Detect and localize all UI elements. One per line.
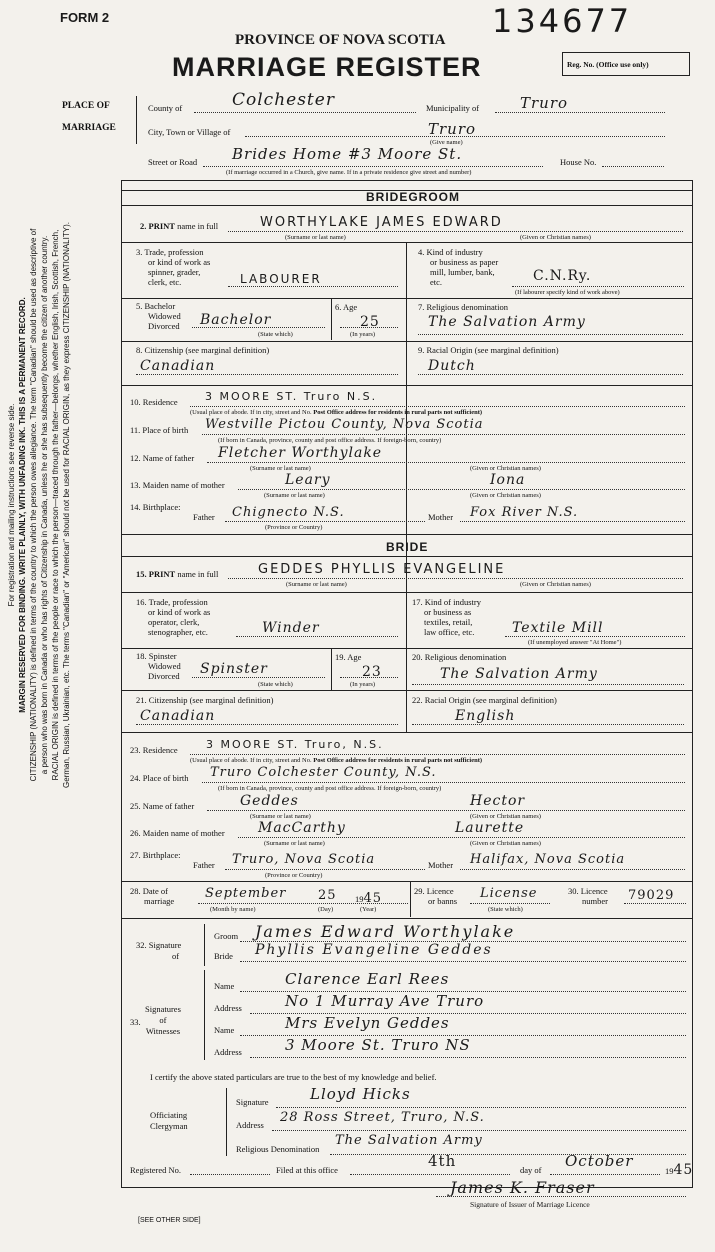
groom-residence-caption: (Usual place of abode. If in city, street and No. Post Office address for residents in rural parts not sufficient) xyxy=(190,409,483,416)
clergy-signature-label: Signature xyxy=(236,1097,269,1107)
bride-name-label: 15. PRINT name in full xyxy=(136,569,219,579)
filed-year: 1945 xyxy=(665,1162,694,1178)
bride-father-birth-label: Father xyxy=(193,860,215,870)
witness1-name: Clarence Earl Rees xyxy=(285,970,450,988)
marriage-label: MARRIAGE xyxy=(62,123,116,133)
groom-mother-surname-caption: (Surname or last name) xyxy=(264,492,325,499)
bride-mother-birth-value: Halifax, Nova Scotia xyxy=(470,852,626,867)
groom-given-caption: (Given or Christian names) xyxy=(520,234,591,241)
witness-number-label: 33. xyxy=(130,1017,141,1027)
county-label: County of xyxy=(148,103,183,113)
groom-father-birth-label: Father xyxy=(193,512,215,522)
bride-name-value: GEDDES PHYLLIS EVANGELINE xyxy=(258,562,506,577)
groom-trade-label: 3. Trade, profession or kind of work as spinner, grader, clerk, etc. xyxy=(136,247,211,287)
clergy-address-label: Address xyxy=(236,1120,264,1130)
province-heading: PROVINCE OF NOVA SCOTIA xyxy=(235,32,446,48)
place-of-label: PLACE OF xyxy=(62,101,110,111)
clergy-label: Officiating Clergyman xyxy=(150,1110,188,1131)
clergy-address: 28 Ross Street, Truro, N.S. xyxy=(280,1110,485,1125)
bride-mother-given-caption: (Given or Christian names) xyxy=(470,840,541,847)
bride-racial-value: English xyxy=(455,708,516,724)
groom-father-value: Fletcher Worthylake xyxy=(218,445,383,461)
bride-mother-label: 26. Maiden name of mother xyxy=(130,828,225,838)
bride-status-label: 18. Spinster Widowed Divorced xyxy=(136,651,181,681)
certification-text: I certify the above stated particulars are true to the best of my knowledge and belief. xyxy=(150,1072,437,1082)
groom-birthplace-label: 11. Place of birth xyxy=(130,425,189,435)
groom-residence-value: 3 MOORE ST. Truro N.S. xyxy=(205,390,378,403)
bride-surname-caption: (Surname or last name) xyxy=(286,581,347,588)
groom-province-caption: (Province or Country) xyxy=(265,524,323,531)
bride-province-caption: (Province or Country) xyxy=(265,872,323,879)
groom-mother-birth-label: Mother xyxy=(428,512,454,522)
witness2-address-label: Address xyxy=(214,1047,242,1057)
groom-father-birth-value: Chignecto N.S. xyxy=(232,505,345,520)
marriage-year-caption: (Year) xyxy=(360,906,377,913)
licence-type-caption: (State which) xyxy=(488,906,523,913)
signature-label: 32. Signature of xyxy=(136,940,182,961)
groom-industry-value: C.N.Ry. xyxy=(533,268,592,284)
groom-age-caption: (In years) xyxy=(350,331,376,338)
filed-day: 4th xyxy=(428,1152,457,1170)
bride-birthplace-label: 24. Place of birth xyxy=(130,773,189,783)
groom-racial-value: Dutch xyxy=(428,358,476,374)
street-value: Brides Home #3 Moore St. xyxy=(232,145,463,163)
groom-father-given-caption: (Given or Christian names) xyxy=(470,465,541,472)
filed-month: October xyxy=(565,1152,634,1170)
groom-status-value: Bachelor xyxy=(200,312,272,328)
margin-line-1: For registration and mailing instructions see reverse side. xyxy=(7,403,16,607)
bride-citizenship-label: 21. Citizenship (see marginal definition) xyxy=(136,695,274,705)
groom-mother-given-caption: (Given or Christian names) xyxy=(470,492,541,499)
witness2-name: Mrs Evelyn Geddes xyxy=(285,1014,450,1032)
groom-age-label: 6. Age xyxy=(335,302,358,312)
margin-instructions xyxy=(6,10,72,1000)
groom-birthplace-caption: (If born in Canada, province, county and post office address. If foreign-born, country) xyxy=(218,437,442,444)
groom-mother-surname: Leary xyxy=(285,472,331,488)
bride-signature-label: Bride xyxy=(214,951,233,961)
bride-trade-label: 16. Trade, profession or kind of work as operator, clerk, stenographer, etc. xyxy=(136,597,211,637)
bridegroom-heading: BRIDEGROOM xyxy=(366,190,460,204)
groom-religion-label: 7. Religious denomination xyxy=(418,302,508,312)
bride-religion-label: 20. Religious denomination xyxy=(412,652,507,662)
bride-residence-value: 3 MOORE ST. Truro, N.S. xyxy=(206,738,384,751)
groom-surname-caption: (Surname or last name) xyxy=(285,234,346,241)
groom-mother-label: 13. Maiden name of mother xyxy=(130,480,225,490)
witness-label: Signatures of Witnesses xyxy=(145,1004,181,1036)
bride-birthplace-value: Truro Colchester County, N.S. xyxy=(210,765,437,780)
bride-racial-label: 22. Racial Origin (see marginal definition) xyxy=(412,695,557,705)
groom-citizenship-label: 8. Citizenship (see marginal definition) xyxy=(136,345,270,355)
groom-citizenship-value: Canadian xyxy=(140,358,216,374)
bride-father-surname: Geddes xyxy=(240,793,299,809)
see-other-side: [SEE OTHER SIDE] xyxy=(138,1217,201,1224)
city-label: City, Town or Village of xyxy=(148,127,231,137)
bride-mother-given: Laurette xyxy=(455,820,525,836)
groom-religion-value: The Salvation Army xyxy=(428,314,586,330)
bride-age-caption: (In years) xyxy=(350,681,376,688)
issuer-signature: James K. Fraser xyxy=(450,1178,595,1197)
marriage-day-caption: (Day) xyxy=(318,906,334,913)
reg-no-box-label: Reg. No. (Office use only) xyxy=(567,60,649,69)
groom-father-label: 12. Name of father xyxy=(130,453,195,463)
groom-racial-label: 9. Racial Origin (see marginal definition) xyxy=(418,345,559,355)
marriage-year: 1945 xyxy=(355,891,383,906)
marriage-month: September xyxy=(205,886,287,901)
licence-type-label: 29. Licence or banns xyxy=(414,886,458,906)
groom-signature-label: Groom xyxy=(214,931,239,941)
witness2-address: 3 Moore St. Truro NS xyxy=(285,1036,471,1054)
groom-father-surname-caption: (Surname or last name) xyxy=(250,465,311,472)
groom-trade-value: LABOURER xyxy=(240,272,322,286)
marriage-date-label: 28. Date of marriage xyxy=(130,886,175,906)
margin-line-5: RACIAL ORIGIN is defined in terms of the people or race to which the person—traced through the father—belongs, whether English, Irish, Scottish, French, xyxy=(51,229,60,781)
groom-name-label: 2. PRINT name in full xyxy=(140,221,219,231)
bride-age-value: 23 xyxy=(362,664,382,680)
issuer-caption: Signature of Issuer of Marriage Licence xyxy=(470,1200,590,1209)
bride-given-caption: (Given or Christian names) xyxy=(520,581,591,588)
licence-type-value: License xyxy=(480,886,538,901)
bride-mother-surname: MacCarthy xyxy=(258,820,346,836)
marriage-day: 25 xyxy=(318,888,337,903)
groom-mother-birth-value: Fox River N.S. xyxy=(470,505,579,520)
reg-no-box xyxy=(562,52,690,76)
witness2-name-label: Name xyxy=(214,1025,235,1035)
bride-parents-birthplace-label: 27. Birthplace: xyxy=(130,850,181,860)
margin-line-3: CITIZENSHIP (NATIONALITY) is defined in terms of the country to which the person owes allegiance. The term "Canadian" should be used as descriptive of xyxy=(29,228,38,782)
bride-heading: BRIDE xyxy=(386,540,429,554)
clergy-religion-label: Religious Denomination xyxy=(236,1144,320,1154)
bride-religion-value: The Salvation Army xyxy=(440,666,598,682)
bride-mother-surname-caption: (Surname or last name) xyxy=(264,840,325,847)
groom-industry-label: 4. Kind of industry or business as paper mill, lumber, bank, etc. xyxy=(418,247,499,287)
licence-number-label: 30. Licence number xyxy=(568,886,608,906)
municipality-value: Truro xyxy=(520,94,569,112)
bride-signature: Phyllis Evangeline Geddes xyxy=(255,942,493,958)
clergy-religion: The Salvation Army xyxy=(335,1133,483,1148)
municipality-label: Municipality of xyxy=(426,103,480,113)
bride-birthplace-caption: (If born in Canada, province, county and post office address. If foreign-born, country) xyxy=(218,785,442,792)
groom-mother-given: Iona xyxy=(490,472,526,488)
bride-father-given: Hector xyxy=(470,793,526,809)
groom-age-value: 25 xyxy=(360,314,380,330)
bride-industry-value: Textile Mill xyxy=(512,620,604,636)
bride-residence-label: 23. Residence xyxy=(130,745,178,755)
groom-industry-caption: (If labourer specify kind of work above) xyxy=(515,289,620,296)
registration-number: 134677 xyxy=(492,2,633,40)
bride-father-surname-caption: (Surname or last name) xyxy=(250,813,311,820)
house-no-label: House No. xyxy=(560,157,597,167)
groom-residence-label: 10. Residence xyxy=(130,397,178,407)
licence-number-value: 79029 xyxy=(628,888,675,903)
bride-industry-caption: (If unemployed answer "At Home") xyxy=(528,639,622,646)
bride-father-birth-value: Truro, Nova Scotia xyxy=(232,852,376,867)
groom-status-label: 5. Bachelor Widowed Divorced xyxy=(136,301,181,331)
filed-label: Filed at this office xyxy=(276,1165,338,1175)
give-name-caption: (Give name) xyxy=(430,139,463,146)
margin-line-6: German, Russian, Ukrainian, etc. The terms "Canadian" or "American" should not be used for RACIAL ORIGIN, as they express CITIZENSHIP (NATIONALITY). xyxy=(62,222,71,788)
street-label: Street or Road xyxy=(148,157,198,167)
witness1-address-label: Address xyxy=(214,1003,242,1013)
day-of-label: day of xyxy=(520,1165,542,1175)
bride-industry-label: 17. Kind of industry or business as textiles, retail, law office, etc. xyxy=(412,597,481,637)
groom-signature: James Edward Worthylake xyxy=(255,922,516,941)
groom-status-caption: (State which) xyxy=(258,331,293,338)
margin-line-4: a person who was born in Canada or who has rights of Citizenship in Canada, unless he or she has subsequently become the citizen of another country. xyxy=(40,235,49,775)
groom-parents-birthplace-label: 14. Birthplace: xyxy=(130,502,181,512)
bride-trade-value: Winder xyxy=(262,620,320,636)
place-note: (If marriage occurred in a Church, give name. If in a private residence give street and number) xyxy=(226,169,472,176)
form-label: FORM 2 xyxy=(60,10,110,25)
bride-status-caption: (State which) xyxy=(258,681,293,688)
bride-citizenship-value: Canadian xyxy=(140,708,216,724)
bride-father-label: 25. Name of father xyxy=(130,801,195,811)
bride-father-given-caption: (Given or Christian names) xyxy=(470,813,541,820)
groom-name-value: WORTHYLAKE JAMES EDWARD xyxy=(260,215,503,230)
registered-no-label: Registered No. xyxy=(130,1165,181,1175)
witness1-name-label: Name xyxy=(214,981,235,991)
page-title: MARRIAGE REGISTER xyxy=(172,52,482,82)
bride-mother-birth-label: Mother xyxy=(428,860,454,870)
bride-residence-caption: (Usual place of abode. If in city, street and No. Post Office address for residents in rural parts not sufficient) xyxy=(190,757,483,764)
witness1-address: No 1 Murray Ave Truro xyxy=(285,992,485,1010)
bride-status-value: Spinster xyxy=(200,661,268,677)
marriage-month-caption: (Month by name) xyxy=(210,906,256,913)
groom-birthplace-value: Westville Pictou County, Nova Scotia xyxy=(205,417,484,432)
bride-age-label: 19. Age xyxy=(335,652,362,662)
county-value: Colchester xyxy=(232,90,335,110)
margin-line-2: MARGIN RESERVED FOR BINDING. WRITE PLAINLY, WITH UNFADING INK. THIS IS A PERMANENT RECORD. xyxy=(18,297,27,713)
clergy-signature: Lloyd Hicks xyxy=(310,1085,411,1103)
city-value: Truro xyxy=(428,120,477,138)
